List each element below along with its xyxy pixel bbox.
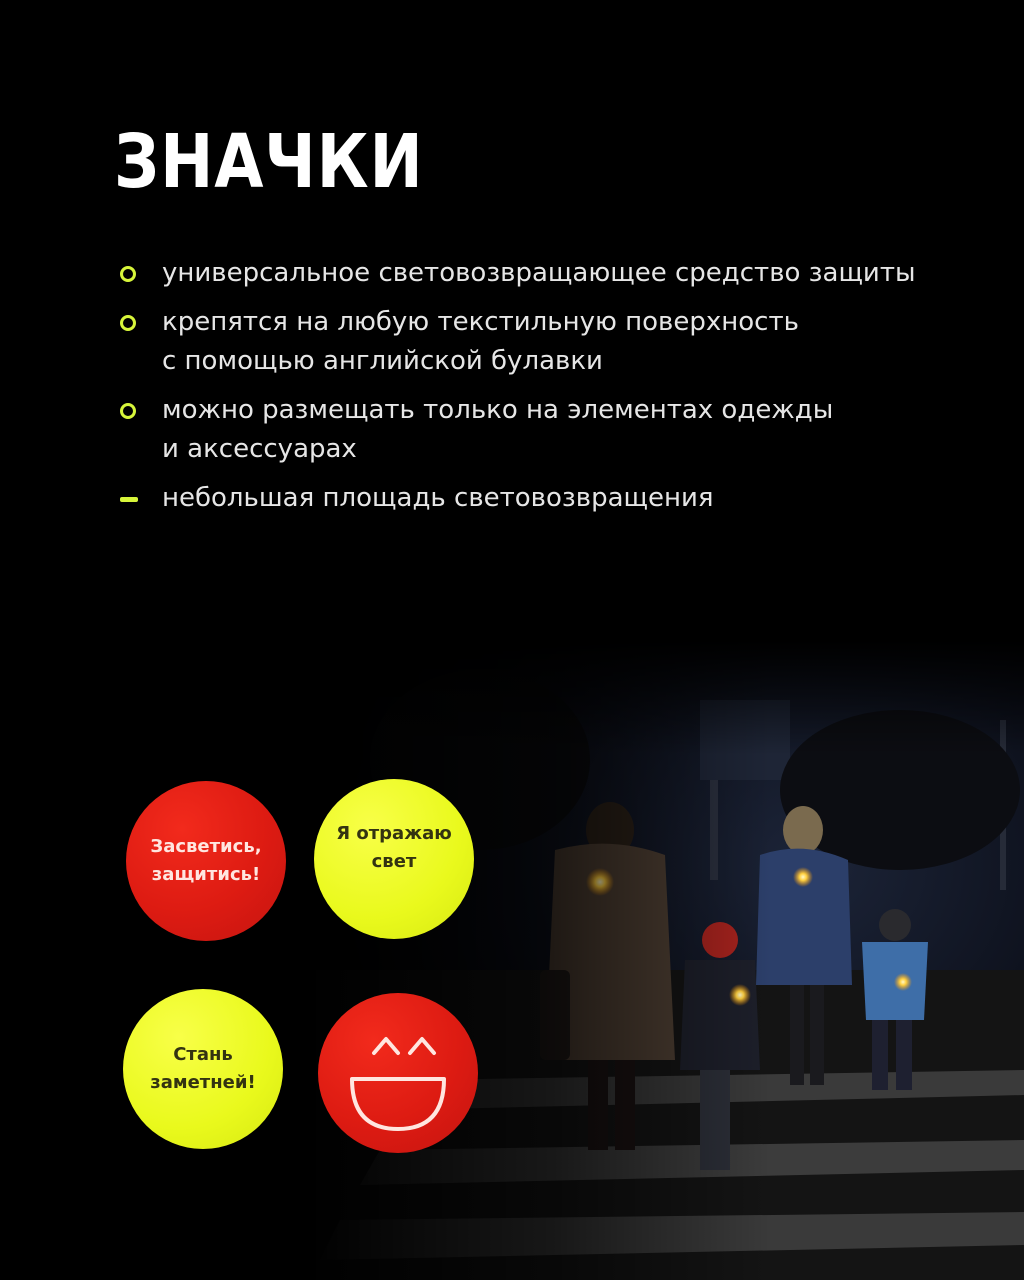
feature-list	[120, 254, 980, 518]
feature-text: можно размещать только на элементах одежды	[162, 395, 834, 425]
circle-bullet-icon	[120, 266, 136, 282]
feature-item-plus	[120, 254, 980, 293]
badge-yellow-zametney	[123, 989, 283, 1149]
pedestrians-illustration	[300, 640, 1024, 1280]
feature-text: и аксессуарах	[162, 434, 357, 464]
circle-bullet-icon	[120, 315, 136, 331]
feature-text: небольшая площадь световозвращения	[162, 483, 714, 513]
circle-bullet-icon	[120, 403, 136, 419]
feature-text: крепятся на любую текстильную поверхность	[162, 307, 799, 337]
badge-yellow-otrazhayu	[314, 779, 474, 939]
feature-item-minus	[120, 479, 980, 518]
badge-text: заметней!	[150, 1072, 256, 1093]
badge-label	[336, 820, 452, 876]
badge-text: Засветись,	[150, 836, 262, 857]
badge-text: защитись!	[151, 864, 261, 885]
feature-text: с помощью английской булавки	[162, 346, 603, 376]
badge-red-zasvetis	[126, 781, 286, 941]
badge-text: свет	[371, 851, 417, 872]
badge-text: Я отражаю	[336, 823, 452, 844]
badge-label	[150, 1041, 255, 1097]
page-title: ЗНАЧКИ	[114, 119, 424, 205]
feature-item-plus	[120, 303, 980, 381]
badge-text: Стань	[173, 1044, 233, 1065]
smiley-face-icon	[318, 993, 478, 1153]
night-street-photo	[300, 640, 1024, 1280]
badge-red-smiley	[318, 993, 478, 1153]
badge-label	[150, 833, 261, 889]
feature-item-plus	[120, 391, 980, 469]
feature-text: универсальное световозвращающее средство защиты	[162, 258, 916, 288]
dash-bullet-icon	[120, 497, 138, 502]
